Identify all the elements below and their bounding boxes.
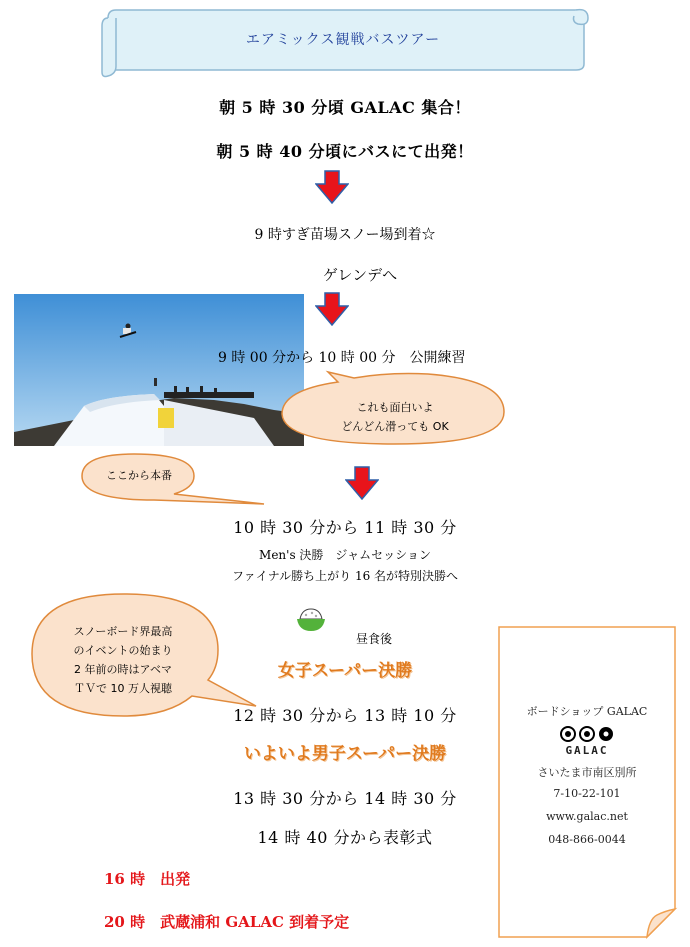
rice-bowl-icon xyxy=(296,605,326,633)
womens-super-final: 女子スーパー決勝 xyxy=(277,661,413,681)
down-arrow-icon xyxy=(315,292,349,326)
practice-time: 9 時 00 分から 10 時 00 分 公開練習 xyxy=(218,350,466,366)
shop-website: www.galac.net xyxy=(546,810,628,823)
to-slope: ゲレンデへ xyxy=(322,266,398,284)
down-arrow-icon xyxy=(345,466,379,500)
shop-address2: 7-10-22-101 xyxy=(553,787,621,800)
bubble-start-text: ここから本番 xyxy=(106,469,172,482)
bubble-fun-line2: どんどん滑っても OK xyxy=(341,420,449,433)
bubble-fun-line1: これも面白いよ xyxy=(356,401,434,414)
womens-time: 12 時 30 分から 13 時 10 分 xyxy=(233,706,457,725)
meet-time: 朝 5 時 30 分頃 GALAC 集合！ xyxy=(219,98,471,117)
down-arrow-icon xyxy=(315,170,349,204)
shop-phone: 048-866-0044 xyxy=(548,833,626,846)
return-time: 20 時 武蔵浦和 GALAC 到着予定 xyxy=(104,913,350,931)
main-event-time: 10 時 30 分から 11 時 30 分 xyxy=(233,518,457,537)
banner-title: エアミックス観戦バスツアー xyxy=(245,32,441,48)
after-lunch: 昼食後 xyxy=(356,632,393,646)
shop-info-card xyxy=(497,625,679,939)
leave-time: 16 時 出発 xyxy=(104,870,191,888)
bubble-big-line4: ＴＶで 10 万人視聴 xyxy=(74,682,172,695)
final-note: ファイナル勝ち上がり 16 名が特別決勝へ xyxy=(231,569,459,583)
ceremony-time: 14 時 40 分から表彰式 xyxy=(257,828,433,847)
galac-logo-icon xyxy=(560,724,614,744)
shop-address1: さいたま市南区別所 xyxy=(537,766,637,779)
arrive-time: 9 時すぎ苗場スノー場到着☆ xyxy=(254,227,436,243)
bubble-big-line2: のイベントの始まり xyxy=(73,644,173,657)
depart-time: 朝 5 時 40 分頃にバスにて出発！ xyxy=(216,142,474,161)
shop-logo-text: GALAC xyxy=(565,744,609,757)
mens-super-final: いよいよ男子スーパー決勝 xyxy=(243,744,447,764)
bubble-big-line1: スノーボード界最高 xyxy=(73,625,173,638)
mens-time: 13 時 30 分から 14 時 30 分 xyxy=(233,789,457,808)
snowboard-jump-photo xyxy=(14,294,304,446)
bubble-big-line3: 2 年前の時はアベマ xyxy=(73,663,173,676)
shop-name: ボードショップ GALAC xyxy=(526,705,648,718)
mens-final: Men's 決勝 ジャムセッション xyxy=(259,548,431,562)
